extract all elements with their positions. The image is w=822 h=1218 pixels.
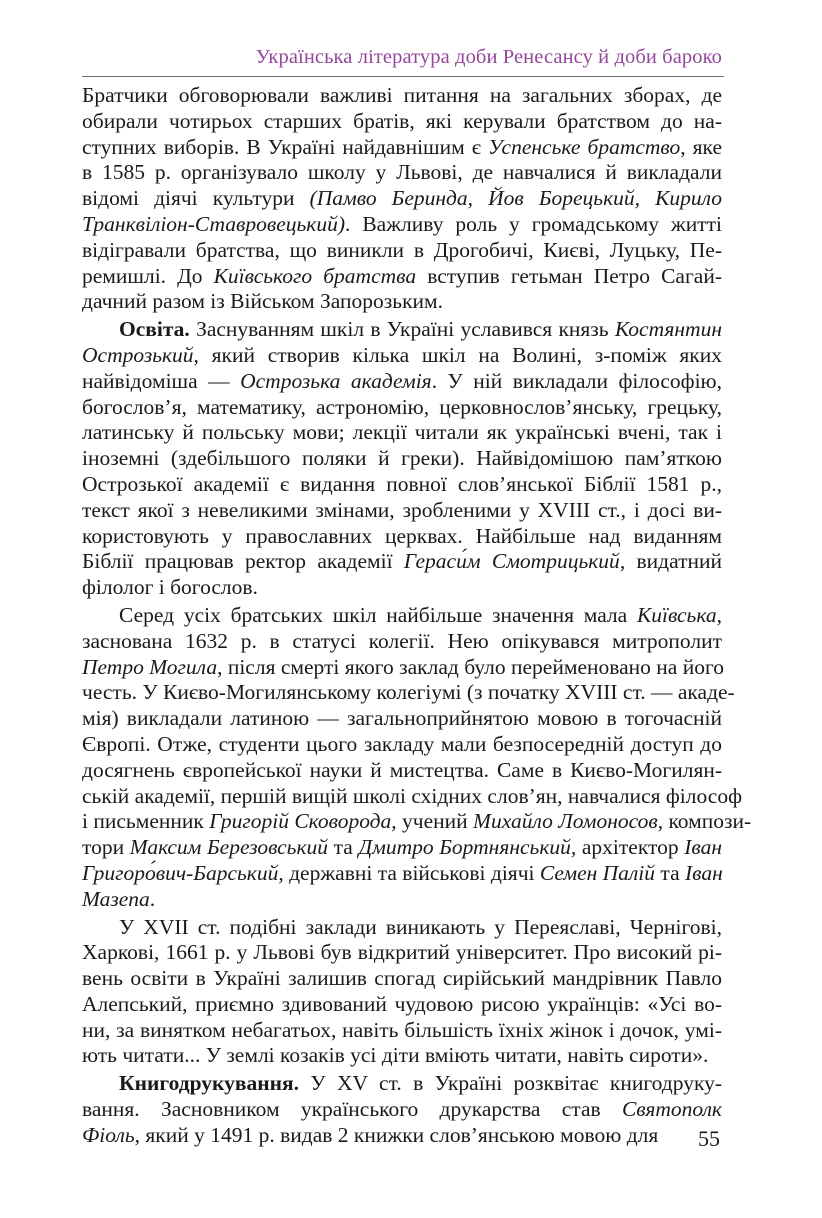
text-line [82,549,722,575]
text-line [82,1018,722,1044]
page-number: 55 [698,1126,720,1151]
text-line [82,758,722,784]
text-run: архітектор [576,835,685,860]
text-line [82,835,722,861]
text-line [82,1043,722,1069]
text-line [82,861,722,887]
text-line [82,212,722,238]
text-run: Харкові, 1661 р. у Львові був відкритий університет. Про високий рі- [82,940,722,965]
text-run: відігравали братства, що виникли в Дрогобичі, Києві, Луцьку, Пе- [82,237,722,262]
text-line [82,706,722,732]
text-run: Європі. Отже, студенти цього закладу мали безпосередній доступ до [82,731,722,756]
text-line [82,83,722,109]
emphasis-text: Київська [636,602,717,627]
text-line [82,369,722,395]
text-line [82,395,722,421]
text-run: філолог і богослов. [82,575,258,600]
text-run: , [716,602,722,627]
text-run: Серед усіх братських шкіл найбільше значення мала [119,602,637,627]
text-run: ській академії, першій вищій школі східних слов’ян, навчалися філософ [82,783,743,808]
section-heading: Освіта. [119,317,190,342]
text-line [82,992,722,1018]
text-line [82,186,722,212]
paragraph [82,1071,722,1148]
text-run: , яке [680,134,723,159]
text-line [82,887,722,913]
emphasis-text: Григоро́вич-Барський, [82,860,284,885]
paragraph [82,915,722,1070]
text-run: вступив гетьман Петро Сагай- [416,263,722,288]
text-run: , який створив кілька шкіл на Волині, з-поміж яких [193,342,722,367]
text-line [82,238,722,264]
text-line [82,655,722,681]
text-line [82,966,722,992]
text-run: учений [396,809,474,834]
text-line [82,575,722,601]
text-line [82,109,722,135]
text-line [82,603,722,629]
text-run: вання. Засновником українського друкарства став [82,1097,622,1122]
text-line [82,940,722,966]
emphasis-text: Острозька академія [240,368,432,393]
text-run: державні та військові діячі [283,860,540,885]
emphasis-text: Семен Палій [539,860,656,885]
text-line [82,915,722,941]
text-line [82,680,735,706]
emphasis-text: Іван [684,835,723,860]
text-line [82,343,722,369]
text-line [82,783,743,810]
text-run: та [655,860,685,885]
text-run: дачний разом із Військом Запорозьким. [82,289,444,314]
text-run: . Важливу роль у громадському житті [345,211,722,236]
text-line [82,160,722,186]
text-run: компози- [663,809,752,834]
emphasis-text: Дмитро Бортнянський, [358,835,577,860]
emphasis-text: Транквіліон-Ставровецький) [82,211,346,236]
header-rule [82,76,724,77]
text-run: богослов’я, математику, астрономію, церковнослов’янську, грецьку, [82,394,722,419]
text-run: найвідоміша — [82,368,241,393]
page-body [82,83,752,1149]
text-run: . [149,886,156,911]
text-line [82,135,722,161]
text-run: вень освіти в Україні залишив спогад сирійський мандрівник Павло [82,966,722,991]
emphasis-text: Мазепа [82,886,150,911]
text-run: , після смерті якого заклад було перейменовано на його [217,654,724,679]
text-run: заснована 1632 р. в статусі колегії. Нею опікувався митрополит [82,628,722,653]
text-run: честь. У Києво-Могилянському колегіумі (з початку XVIII ст. — акаде- [82,680,735,705]
text-run: ни, за винятком небагатьох, навіть більшість їхніх жінок і дочок, умі- [82,1017,722,1042]
text-line [82,809,752,835]
emphasis-text: Петро Могила [82,654,218,679]
emphasis-text: Іван [685,860,723,885]
text-run: , видатний [619,549,723,574]
text-run: і письменник [82,809,210,834]
text-run: текст якої з невеликими змінами, зробленими у XVIII ст., і досі ви- [82,497,722,522]
text-line [82,1071,722,1097]
text-run: ють читати... У землі козаків усі діти вміють читати, навіть сироти». [82,1043,709,1068]
text-run: користовують у православних церквах. Найбільше над виданням [82,523,722,548]
text-line [82,289,722,315]
text-line [82,472,722,498]
text-line [82,264,722,290]
text-line [82,498,722,524]
text-run: тори [82,835,130,860]
emphasis-text: (Памво Беринда, Йов Борецький, Кирило [309,186,723,211]
emphasis-text: Київського братства [213,263,417,288]
text-line [82,446,722,472]
text-run: мія) викладали латиною — загальноприйнятою мовою в тогочасній [82,706,722,731]
text-line [82,524,722,550]
emphasis-text: Михайло Ломоносов, [473,809,664,834]
emphasis-text: Костянтин [614,317,722,342]
emphasis-text: Острозький [82,342,194,367]
emphasis-text: Гераси́м Смотрицький [403,549,620,574]
text-run: Біблії працював ректор академії [82,549,404,574]
text-run: ступних виборів. В Україні найдавнішим є [82,134,489,159]
text-run: латинську й польську мови; лекції читали як українські вчені, так і [82,420,722,445]
section-heading: Книгодрукування. [119,1071,299,1096]
emphasis-text: Григорій Сковорода, [209,809,397,834]
text-run: в 1585 р. організувало школу у Львові, де навчалися й викладали [82,160,722,185]
text-line [82,629,722,655]
paragraph [82,602,752,913]
text-run: , який у 1491 р. видав 2 книжки слов’янською мовою для [134,1122,659,1147]
text-run: . У ній викладали філософію, [431,368,722,393]
text-line [82,420,722,446]
text-run: обирали чотирьох старших братів, які керували братством до на- [82,108,722,133]
text-run: Острозької академії є видання повної слов’янської Біблії 1581 р., [82,471,722,496]
text-line [82,732,722,758]
text-run: У XVII ст. подібні заклади виникають у Переяславі, Чернігові, [119,914,722,939]
text-run: Заснуванням шкіл в Україні уславився князь [189,317,615,342]
text-run: та [328,835,359,860]
text-run: відомі діячі культури [82,186,310,211]
text-run: Братчики обговорювали важливі питання на загальних зборах, де [82,83,722,107]
text-run: досягнень європейської науки й мистецтва. Саме в Києво-Могилян- [82,757,722,782]
text-line [82,1097,722,1123]
paragraph [82,317,722,601]
text-line [82,317,722,343]
text-run: Алепський, приємно здивований чудовою рисою українців: «Усі во- [82,991,722,1016]
emphasis-text: Фіоль [82,1122,135,1147]
emphasis-text: Святополк [621,1097,722,1122]
text-run: ремишлі. До [82,263,214,288]
paragraph [82,83,722,315]
running-header: Українська література доби Ренесансу й доби бароко [255,46,722,68]
text-run: іноземні (здебільшого поляки й греки). Найвідомішою пам’яткою [82,446,722,471]
text-run: У XV ст. в Україні розквітає книгодруку- [299,1071,722,1096]
text-line [82,1123,722,1149]
emphasis-text: Максим Березовський [129,835,328,860]
emphasis-text: Успенське братство [488,134,681,159]
